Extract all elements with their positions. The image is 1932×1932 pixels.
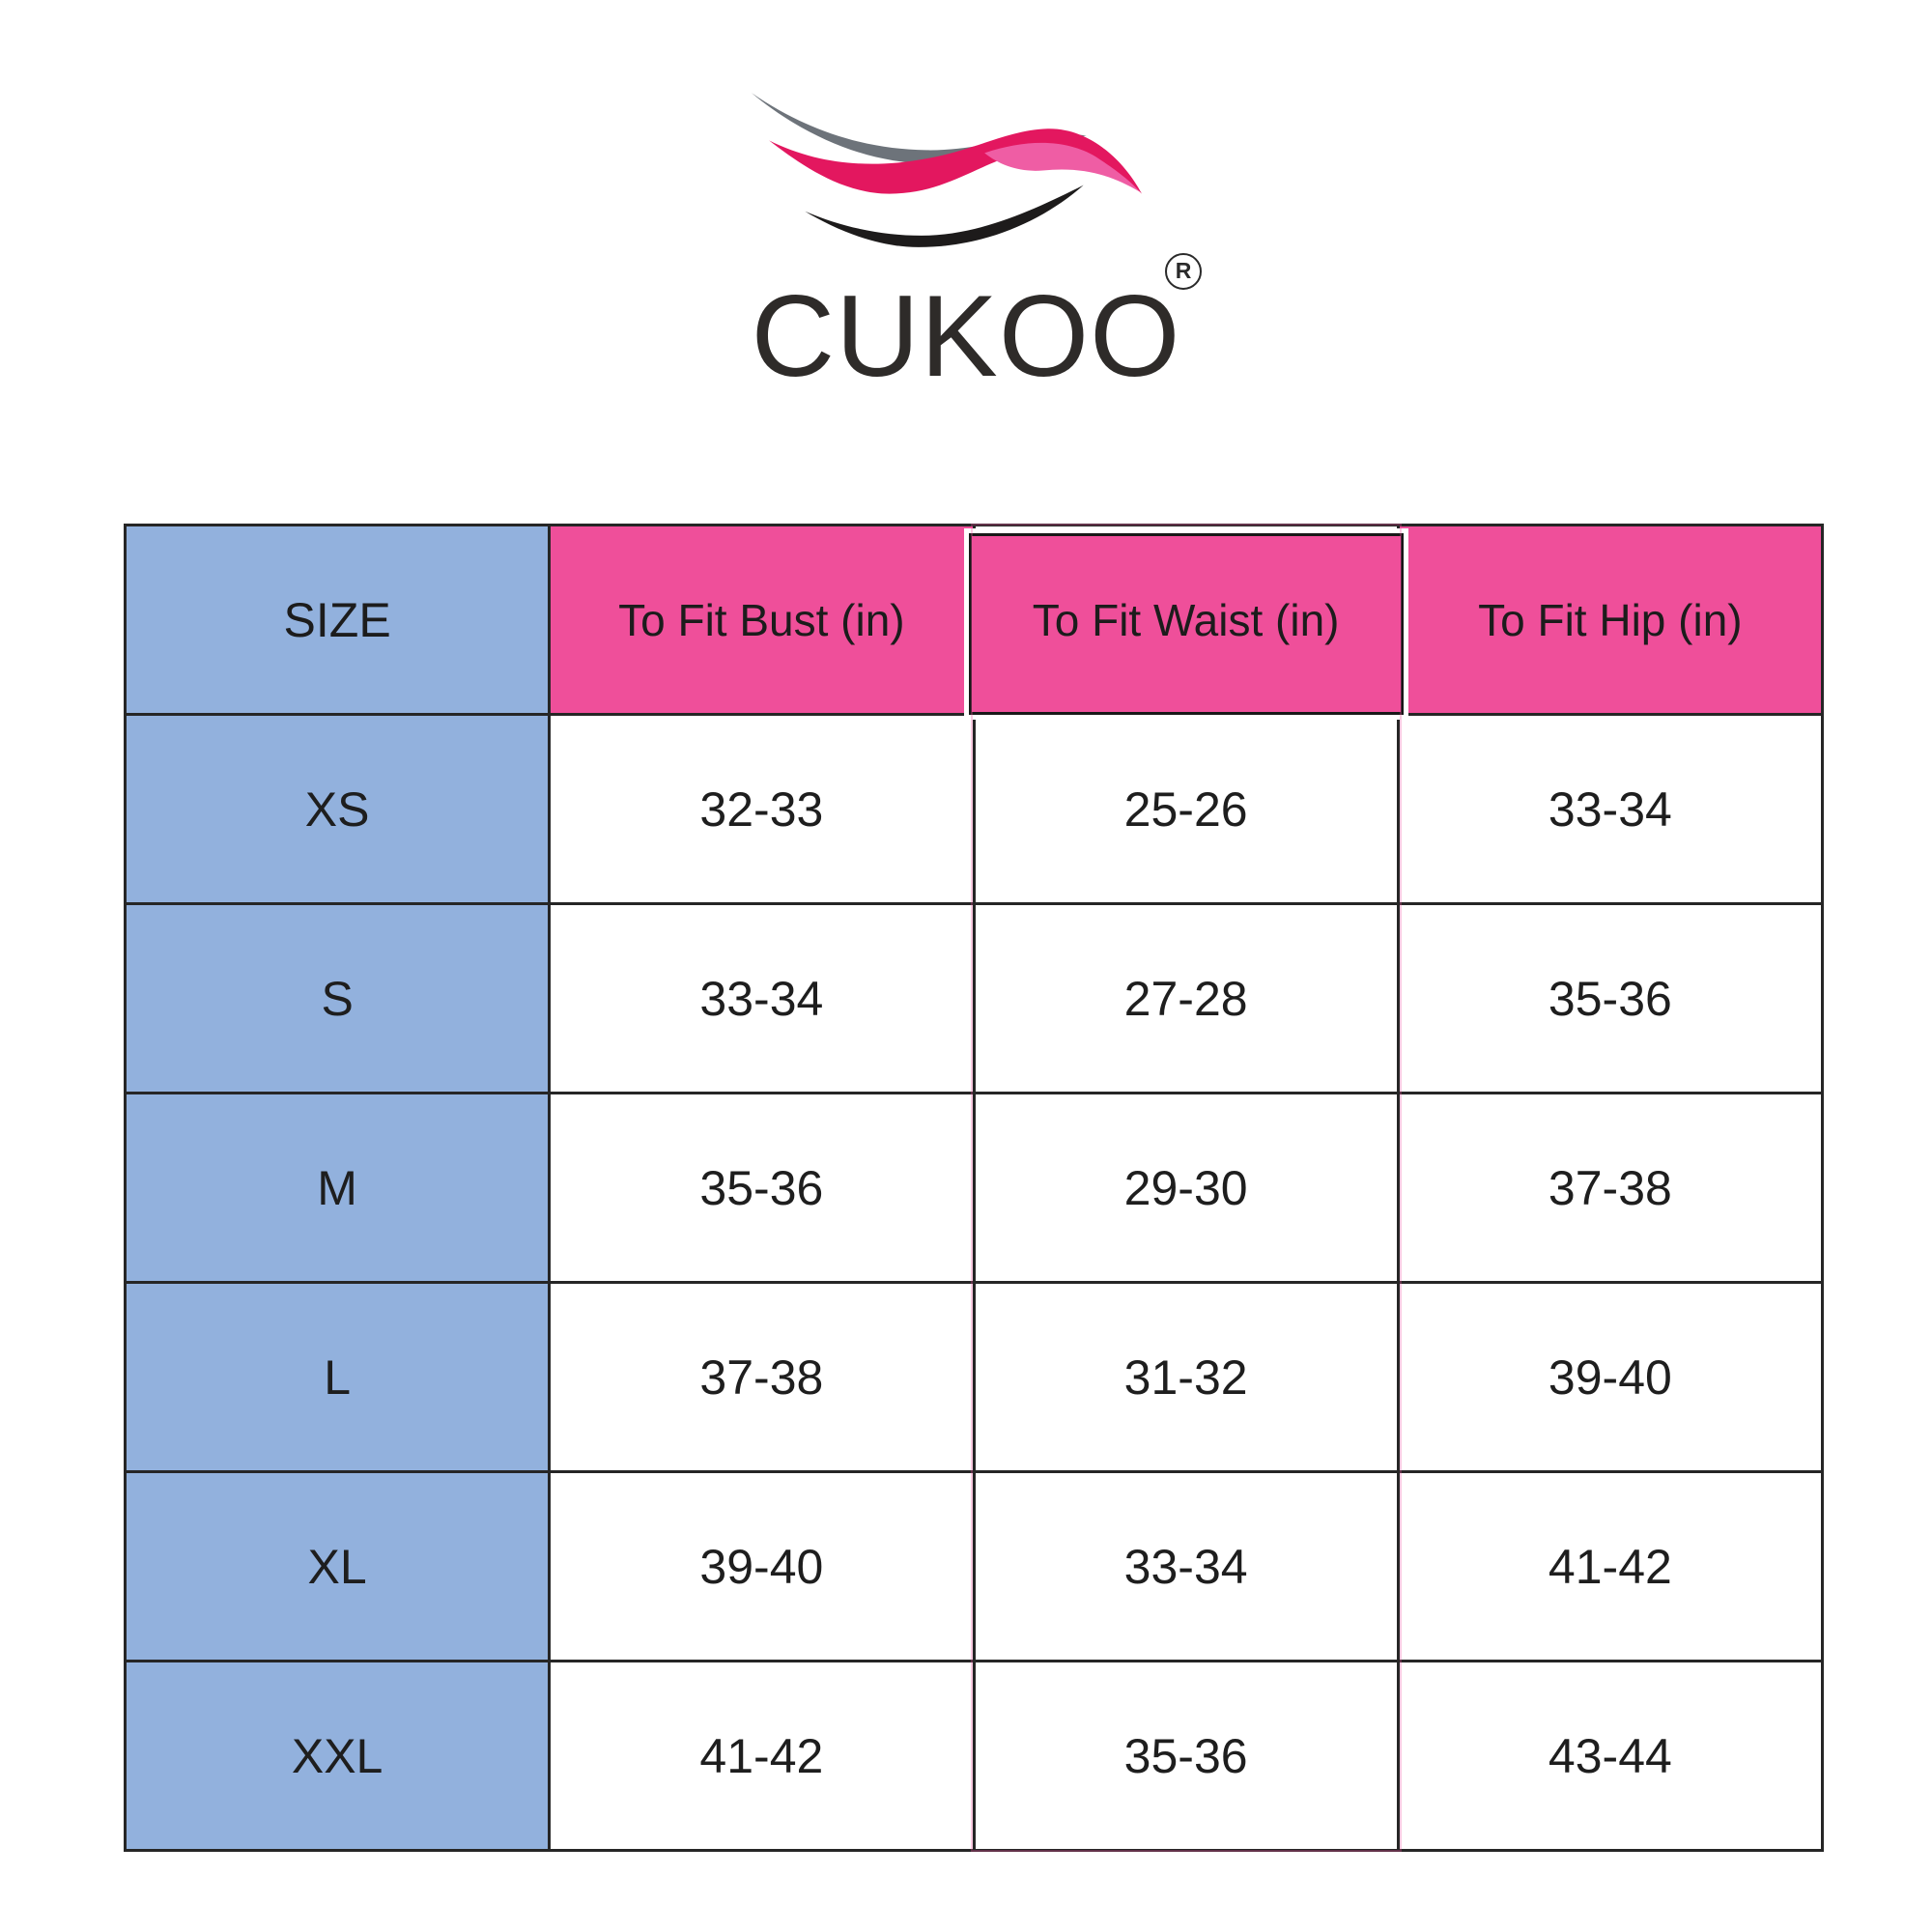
header-cell-waist	[974, 526, 1398, 715]
waist-cell: 29-30	[974, 1094, 1398, 1283]
hip-cell: 37-38	[1398, 1094, 1822, 1283]
header-cell-size: SIZE	[126, 526, 550, 715]
brand-wordmark: CUKOO	[751, 271, 1181, 401]
header-row	[126, 526, 1823, 715]
size-cell: XXL	[126, 1662, 550, 1851]
size-cell: XS	[126, 715, 550, 904]
size-cell: L	[126, 1283, 550, 1472]
swoosh-wave-black	[805, 185, 1083, 247]
table-row-xl	[126, 1472, 1823, 1662]
bust-cell: 33-34	[550, 904, 974, 1094]
bust-cell: 35-36	[550, 1094, 974, 1283]
waist-cell: 27-28	[974, 904, 1398, 1094]
waist-cell: 31-32	[974, 1283, 1398, 1472]
bust-cell: 37-38	[550, 1283, 974, 1472]
hip-cell: 33-34	[1398, 715, 1822, 904]
table-row-m	[126, 1094, 1823, 1283]
bust-cell: 41-42	[550, 1662, 974, 1851]
registered-mark: R	[1165, 253, 1202, 290]
waist-cell: 35-36	[974, 1662, 1398, 1851]
hip-cell: 39-40	[1398, 1283, 1822, 1472]
bust-cell: 32-33	[550, 715, 974, 904]
table-row-xxl	[126, 1662, 1823, 1851]
size-chart-table	[124, 524, 1824, 1852]
header-cell-waist-label: To Fit Waist (in)	[1032, 594, 1340, 645]
table-row-xs	[126, 715, 1823, 904]
table-row-s	[126, 904, 1823, 1094]
waist-cell: 33-34	[974, 1472, 1398, 1662]
size-chart	[124, 524, 1824, 1852]
table-row-l	[126, 1283, 1823, 1472]
size-cell: S	[126, 904, 550, 1094]
brand-swoosh-icon	[752, 85, 1150, 250]
hip-cell: 35-36	[1398, 904, 1822, 1094]
waist-cell: 25-26	[974, 715, 1398, 904]
brand-logo	[0, 0, 1932, 444]
header-cell-bust: To Fit Bust (in)	[550, 526, 974, 715]
hip-cell: 43-44	[1398, 1662, 1822, 1851]
bust-cell: 39-40	[550, 1472, 974, 1662]
size-cell: M	[126, 1094, 550, 1283]
size-cell: XL	[126, 1472, 550, 1662]
hip-cell: 41-42	[1398, 1472, 1822, 1662]
header-cell-hip: To Fit Hip (in)	[1398, 526, 1822, 715]
